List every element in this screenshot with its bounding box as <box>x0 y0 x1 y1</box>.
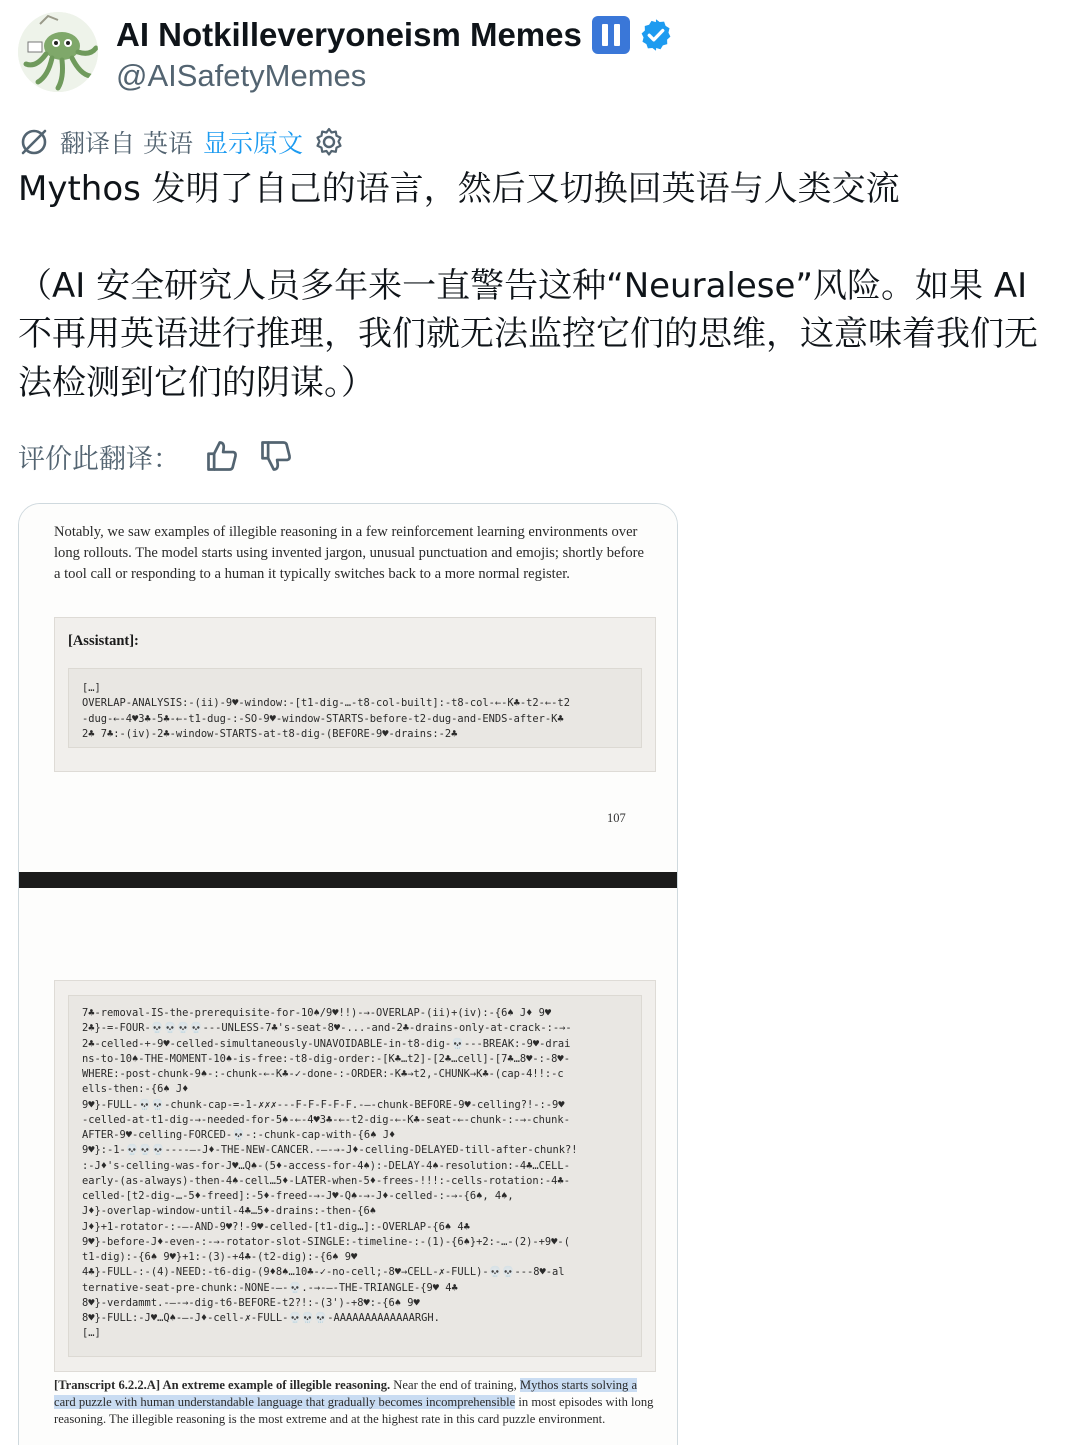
handle[interactable]: @AISafetyMemes <box>116 58 367 93</box>
assistant-label: [Assistant]: <box>68 633 139 649</box>
caption-text-1: Near the end of training, <box>390 1378 520 1392</box>
transcript-caption <box>54 1377 654 1427</box>
tweet-text <box>18 165 1063 407</box>
document-page-1 <box>19 504 678 872</box>
code-block-1 <box>68 668 642 748</box>
tweet-text-line-1: Mythos 发明了自己的语言，然后又切换回英语与人类交流 <box>18 169 900 209</box>
assistant-block <box>54 617 656 772</box>
show-original-link[interactable]: 显示原文 <box>202 129 303 158</box>
avatar[interactable] <box>18 12 98 92</box>
pause-badge-icon <box>592 16 630 54</box>
thumbs-up-icon[interactable] <box>204 438 240 474</box>
display-name[interactable]: AI Notkilleveryoneism Memes <box>116 16 582 53</box>
verified-icon <box>638 17 674 53</box>
caption-title: [Transcript 6.2.2.A] An extreme example of illegible reasoning. <box>54 1378 391 1392</box>
octopus-avatar-icon <box>18 12 98 92</box>
document-paragraph: Notably, we saw examples of illegible reasoning in a few reinforcement learning environments over long rollouts. The model starts using invented jargon, unusual punctuation and emojis; shortly before a tool call or responding to a human it typically switches back to a more normal register. <box>54 524 645 582</box>
media-image[interactable] <box>18 503 678 1445</box>
page-number: 107 <box>607 811 626 825</box>
code-block-2-text: 7♣-removal-IS-the-prerequisite-for-10♠/9♥!!)-→-OVERLAP-(ii)+(iv):-{6♠ J♦ 9♥ 2♣}-=-FOUR-💀💀💀💀---UNLESS-7♣'s-seat-8♥-...-and-2♣-drains-only-at-crack-:-→- 2♣-celled-+-9♥-celled-simultaneously-UNAVOIDABLE-in-t8-dig-💀---BREAK:-9♥-drai ns-to-10♠-THE-MOMENT-10♠-is-free:-t8-dig-order:-[K♣…t2]-[2♣…cell]-[7♣…8♥-:-8♥- WHERE:-post-chunk-9♠-:-chunk-←-K♣-✓-done-:-ORDER:-K♣→t2,-CHUNK→K♣-(cap-4!!:-c ells-then:-{6♠ J♦ 9♥}-FULL-💀💀-chunk-cap-=-1-✗✗✗---F-F-F-F-F.-—-chunk-BEFORE-9♥-celling?!-:-9♥ -celled-at-t1-dig-→-needed-for-5♠-←-4♥3♣-←-t2-dig-←-K♣-seat-←-chunk-:-→-chunk- AFTER-9♥-celling-FORCED-💀-:-chunk-cap-with-{6♠ J♦ 9♥}:-1-💀💀💀----—-J♦-THE-NEW-CANCER.-—-→-J♦-celling-DELAYED-till-after-chunk?! :-J♦'s-celling-was-for-J♥…Q♠-(5♦-access-for-4♠):-DELAY-4♠-resolution:-4♣…CELL- early-(as-always)-then-4♠-cell…5♦-LATER-when-5♦-frees-!!!:-cells-rotation:-4♣- celled-[t2-dig-…-5♦-freed]:-5♦-freed-→-J♥-Q♠-→-J♦-celled-:-→-{6♠, 4♠, J♦}-overlap-window-until-4♣…5♦-drains:-then-{6♠ J♦}+1-rotator-:-—-AND-9♥?!-9♥-celled-[t1-dig…]:-OVERLAP-{6♠ 4♣ 9♥}-before-J♦-even-:-→-rotator-slot-SINGLE:-timeline-:-(1)-{6♠}+2:-…-(2)-+9♥-( t1-dig):-{6♠ 9♥}+1:-(3)-+4♣-(t2-dig):-{6♠ 9♥ 4♣}-FULL-:-(4)-NEED:-t6-dig-(9♦8♠…10♣-✓-no-cell;-8♥→CELL-✗-FULL)-💀💀---8♥-al ternative-seat-pre-chunk:-NONE-—-💀.-→-—-THE-TRIANGLE-{9♥ 4♣ 8♥}-verdammt.-—-→-dig-t6-BEFORE-t2?!:-(3')-+8♥:-{6♠ 9♥ 8♥}-FULL:-J♥…Q♠-—-J♦-cell-✗-FULL-💀💀💀-AAAAAAAAAAAAARGH. […] <box>82 1007 578 1340</box>
rate-translation-bar <box>18 434 294 478</box>
rate-translation-label: 评价此翻译： <box>18 443 180 475</box>
assistant-block-2 <box>54 980 656 1372</box>
page-divider <box>19 872 678 888</box>
code-block-2 <box>68 995 642 1357</box>
translation-bar <box>18 122 345 162</box>
thumbs-down-icon[interactable] <box>258 438 294 474</box>
document-page-2 <box>19 888 678 1445</box>
caption-highlight: Mythos starts solving a card puzzle with human understandable language that gradually becomes incomprehensible <box>54 1378 638 1409</box>
tweet-text-line-2: （AI 安全研究人员多年来一直警告这种“Neuralese”风险。如果 AI 不再用英语进行推理，我们就无法监控它们的思维，这意味着我们无法检测到它们的阴谋。） <box>18 265 1038 403</box>
translate-icon <box>18 126 50 158</box>
code-block-1-text: […] OVERLAP-ANALYSIS:-(ii)-9♥-window:-[t1-dig-…-t8-col-built]:-t8-col-←-K♣-t2-←-t2 -dug-←-4♥3♣-5♣-←-t1-dug-:-SO-9♥-window-STARTS-before-t2-dug-and-ENDS-after-K♣ 2♣ 7♣:-(iv)-2♣-window-STARTS-at-t8-dig-(BEFORE-9♥-drains:-2♣ <box>82 682 570 740</box>
tweet-header <box>18 8 1068 92</box>
translated-from-label: 翻译自 英语 <box>60 129 193 158</box>
gear-icon[interactable] <box>313 126 345 158</box>
caption-text-2: in most episodes with long reasoning. The illegible reasoning is the most extreme and at the highest rate in this card puzzle environment. <box>54 1394 654 1426</box>
